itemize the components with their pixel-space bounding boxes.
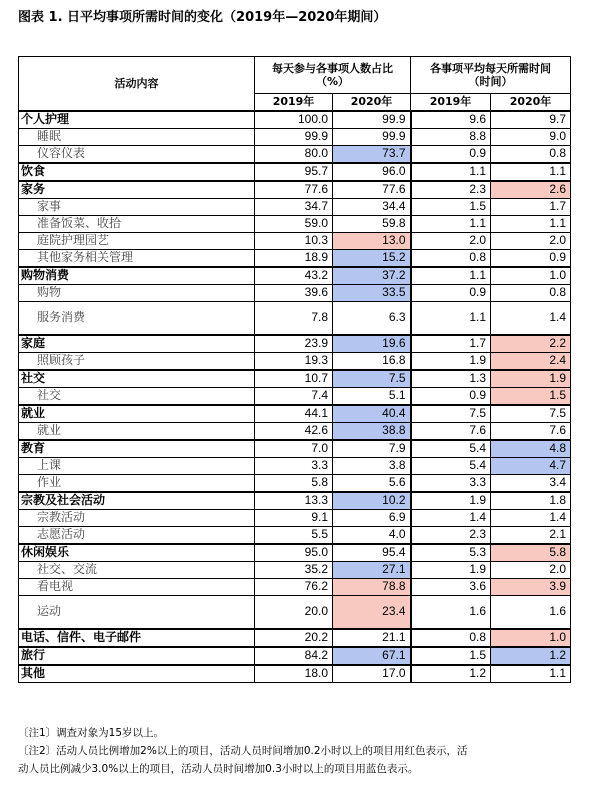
value-cell: 1.1 [411,215,491,232]
row-label: 照顾孩子 [19,352,255,370]
value-cell: 0.8 [491,284,571,301]
value-cell: 1.5 [411,647,491,665]
table-row [19,145,571,163]
value-cell: 15.2 [333,249,411,267]
value-cell: 0.8 [411,629,491,647]
table-row [19,232,571,249]
value-cell: 5.8 [255,474,333,492]
value-cell: 5.6 [333,474,411,492]
value-cell: 5.1 [333,387,411,405]
value-cell: 1.8 [491,492,571,510]
value-cell: 1.9 [411,352,491,370]
table-row [19,647,571,665]
value-cell: 1.3 [411,370,491,388]
value-cell: 1.5 [491,387,571,405]
value-cell: 9.1 [255,509,333,526]
value-cell: 38.8 [333,422,411,440]
value-cell: 7.0 [255,440,333,458]
value-cell: 2.6 [491,181,571,199]
value-cell: 13.0 [333,232,411,249]
value-cell: 2.2 [491,335,571,353]
value-cell: 7.6 [411,422,491,440]
table-row [19,267,571,285]
table-row [19,440,571,458]
row-label: 准备饭菜、收拾 [19,215,255,232]
value-cell: 8.8 [411,128,491,145]
row-label: 教育 [19,440,255,458]
value-cell: 3.9 [491,578,571,595]
value-cell: 10.3 [255,232,333,249]
value-cell: 19.6 [333,335,411,353]
table-row [19,249,571,267]
table-row [19,578,571,595]
value-cell: 0.8 [491,145,571,163]
value-cell: 5.5 [255,526,333,544]
value-cell: 95.7 [255,163,333,181]
value-cell: 18.0 [255,665,333,683]
row-label: 社交 [19,387,255,405]
value-cell: 43.2 [255,267,333,285]
value-cell: 7.4 [255,387,333,405]
value-cell: 7.6 [491,422,571,440]
table-row [19,387,571,405]
value-cell: 76.2 [255,578,333,595]
value-cell: 6.3 [333,301,411,335]
value-cell: 1.9 [411,492,491,510]
value-cell: 6.9 [333,509,411,526]
value-cell: 20.2 [255,629,333,647]
row-label: 旅行 [19,647,255,665]
row-label: 志愿活动 [19,526,255,544]
note-2-cont: 动人员比例减少3.0%以上的项目，活动人员时间增加0.3小时以上的项目用蓝色表示。 [18,763,419,775]
row-label: 饮食 [19,163,255,181]
row-label: 宗教活动 [19,509,255,526]
table-row [19,181,571,199]
figure-title: 图表 1. 日平均事项所需时间的变化（2019年—2020年期间） [18,10,387,25]
value-cell: 2.4 [491,352,571,370]
table-row [19,595,571,629]
value-cell: 33.5 [333,284,411,301]
row-label: 作业 [19,474,255,492]
notes [18,724,468,778]
value-cell: 17.0 [333,665,411,683]
value-cell: 42.6 [255,422,333,440]
value-cell: 10.2 [333,492,411,510]
value-cell: 7.5 [411,405,491,423]
value-cell: 4.8 [491,440,571,458]
table-row [19,492,571,510]
row-label: 就业 [19,422,255,440]
value-cell: 5.4 [411,457,491,474]
value-cell: 100.0 [255,111,333,129]
value-cell: 0.9 [491,249,571,267]
value-cell: 67.1 [333,647,411,665]
value-cell: 4.7 [491,457,571,474]
table-row [19,111,571,129]
value-cell: 73.7 [333,145,411,163]
value-cell: 84.2 [255,647,333,665]
value-cell: 78.8 [333,578,411,595]
header-2020-b: 2020年 [491,94,571,111]
row-label: 仪容仪表 [19,145,255,163]
value-cell: 1.1 [491,665,571,683]
value-cell: 99.9 [333,128,411,145]
value-cell: 1.1 [491,215,571,232]
header-avg-time: 各事项平均每天所需时间（时间） [411,57,571,94]
value-cell: 0.9 [411,387,491,405]
value-cell: 16.8 [333,352,411,370]
value-cell: 1.7 [411,335,491,353]
value-cell: 1.0 [491,267,571,285]
table-row [19,128,571,145]
time-use-table [18,56,571,683]
row-label: 社交 [19,370,255,388]
value-cell: 77.6 [333,181,411,199]
value-cell: 18.9 [255,249,333,267]
table-row [19,335,571,353]
value-cell: 13.3 [255,492,333,510]
value-cell: 1.7 [491,198,571,215]
value-cell: 2.0 [491,232,571,249]
value-cell: 23.9 [255,335,333,353]
row-label: 其他家务相关管理 [19,249,255,267]
value-cell: 39.6 [255,284,333,301]
value-cell: 1.4 [491,509,571,526]
value-cell: 2.3 [411,181,491,199]
row-label: 就业 [19,405,255,423]
row-label: 购物消费 [19,267,255,285]
row-label: 其他 [19,665,255,683]
table-row [19,163,571,181]
row-label: 庭院护理园艺 [19,232,255,249]
table-row [19,301,571,335]
table-row [19,544,571,562]
value-cell: 3.3 [255,457,333,474]
table-row [19,370,571,388]
value-cell: 40.4 [333,405,411,423]
value-cell: 99.9 [255,128,333,145]
value-cell: 3.6 [411,578,491,595]
table-row [19,509,571,526]
value-cell: 7.5 [333,370,411,388]
row-label: 宗教及社会活动 [19,492,255,510]
row-label: 休闲娱乐 [19,544,255,562]
value-cell: 2.1 [491,526,571,544]
value-cell: 77.6 [255,181,333,199]
header-2019-a: 2019年 [255,94,333,111]
value-cell: 34.4 [333,198,411,215]
value-cell: 1.5 [411,198,491,215]
value-cell: 35.2 [255,561,333,578]
table-row [19,422,571,440]
value-cell: 3.3 [411,474,491,492]
value-cell: 1.1 [411,301,491,335]
table-row [19,215,571,232]
value-cell: 59.8 [333,215,411,232]
note-2: 〔注2〕活动人员比例增加2%以上的项目，活动人员时间增加0.2小时以上的项目用红色表示，活 [18,745,468,757]
value-cell: 2.3 [411,526,491,544]
value-cell: 34.7 [255,198,333,215]
value-cell: 19.3 [255,352,333,370]
row-label: 看电视 [19,578,255,595]
value-cell: 5.8 [491,544,571,562]
value-cell: 0.9 [411,145,491,163]
value-cell: 59.0 [255,215,333,232]
value-cell: 9.7 [491,111,571,129]
row-label: 购物 [19,284,255,301]
row-label: 服务消费 [19,301,255,335]
header-2020-a: 2020年 [333,94,411,111]
value-cell: 0.8 [411,249,491,267]
value-cell: 1.6 [411,595,491,629]
table-row [19,561,571,578]
value-cell: 1.1 [491,163,571,181]
header-activity: 活动内容 [19,57,255,111]
header-participation: 每天参与各事项人数占比（%） [255,57,411,94]
value-cell: 1.9 [411,561,491,578]
table-body [19,111,571,683]
row-label: 睡眠 [19,128,255,145]
value-cell: 1.0 [491,629,571,647]
value-cell: 1.1 [411,163,491,181]
value-cell: 23.4 [333,595,411,629]
value-cell: 4.0 [333,526,411,544]
value-cell: 95.0 [255,544,333,562]
value-cell: 10.7 [255,370,333,388]
header-2019-b: 2019年 [411,94,491,111]
value-cell: 1.2 [411,665,491,683]
value-cell: 2.0 [491,561,571,578]
value-cell: 5.4 [411,440,491,458]
row-label: 社交、交流 [19,561,255,578]
value-cell: 1.2 [491,647,571,665]
value-cell: 9.6 [411,111,491,129]
value-cell: 20.0 [255,595,333,629]
table-row [19,405,571,423]
value-cell: 5.3 [411,544,491,562]
row-label: 个人护理 [19,111,255,129]
row-label: 家务 [19,181,255,199]
value-cell: 27.1 [333,561,411,578]
table-row [19,629,571,647]
value-cell: 0.9 [411,284,491,301]
value-cell: 21.1 [333,629,411,647]
table-row [19,352,571,370]
note-1: 〔注1〕调查对象为15岁以上。 [18,727,165,739]
row-label: 家事 [19,198,255,215]
value-cell: 1.1 [411,267,491,285]
row-label: 运动 [19,595,255,629]
row-label: 家庭 [19,335,255,353]
row-label: 上课 [19,457,255,474]
value-cell: 80.0 [255,145,333,163]
value-cell: 9.0 [491,128,571,145]
table-row [19,198,571,215]
value-cell: 44.1 [255,405,333,423]
table-row [19,665,571,683]
table-row [19,526,571,544]
table-row [19,284,571,301]
table-row [19,474,571,492]
table-row [19,457,571,474]
value-cell: 7.8 [255,301,333,335]
value-cell: 1.6 [491,595,571,629]
value-cell: 7.5 [491,405,571,423]
value-cell: 37.2 [333,267,411,285]
value-cell: 2.0 [411,232,491,249]
value-cell: 1.4 [491,301,571,335]
value-cell: 3.4 [491,474,571,492]
value-cell: 7.9 [333,440,411,458]
value-cell: 1.4 [411,509,491,526]
value-cell: 95.4 [333,544,411,562]
value-cell: 96.0 [333,163,411,181]
value-cell: 3.8 [333,457,411,474]
row-label: 电话、信件、电子邮件 [19,629,255,647]
value-cell: 1.9 [491,370,571,388]
value-cell: 99.9 [333,111,411,129]
